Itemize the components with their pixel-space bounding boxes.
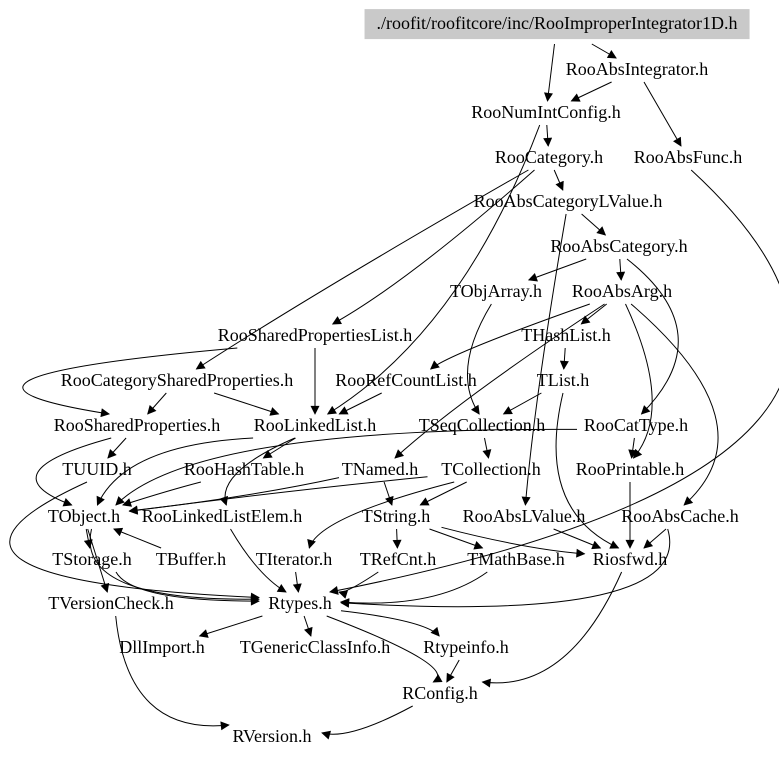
graph-node-RooAbsCategoryLValue[interactable]: RooAbsCategoryLValue.h — [473, 191, 663, 212]
graph-node-RooAbsCache[interactable]: RooAbsCache.h — [621, 506, 739, 527]
graph-node-RooHashTable[interactable]: RooHashTable.h — [183, 459, 305, 480]
graph-node-RooAbsFunc[interactable]: RooAbsFunc.h — [633, 147, 743, 168]
graph-node-TMathBase[interactable]: TMathBase.h — [467, 549, 565, 570]
graph-node-TCollection[interactable]: TCollection.h — [441, 459, 541, 480]
root-node: ./roofit/roofitcore/inc/RooImproperIntegrator1D.h — [365, 9, 750, 39]
graph-node-DllImport[interactable]: DllImport.h — [119, 637, 205, 658]
graph-node-RooAbsArg[interactable]: RooAbsArg.h — [571, 281, 673, 302]
graph-node-TObject[interactable]: TObject.h — [47, 506, 121, 527]
graph-node-TBuffer[interactable]: TBuffer.h — [155, 549, 227, 570]
graph-node-RooLinkedListElem[interactable]: RooLinkedListElem.h — [141, 506, 303, 527]
graph-node-TIterator[interactable]: TIterator.h — [255, 549, 333, 570]
graph-node-TUUID[interactable]: TUUID.h — [62, 459, 132, 480]
graph-node-RooNumIntConfig[interactable]: RooNumIntConfig.h — [471, 102, 621, 123]
graph-node-TGenericClassInfo[interactable]: TGenericClassInfo.h — [239, 637, 391, 658]
graph-node-RVersion[interactable]: RVersion.h — [232, 726, 312, 747]
graph-node-THashList[interactable]: THashList.h — [521, 325, 611, 346]
graph-node-RooPrintable[interactable]: RooPrintable.h — [575, 459, 685, 480]
graph-node-RooCategory[interactable]: RooCategory.h — [494, 147, 604, 168]
graph-node-TStorage[interactable]: TStorage.h — [52, 549, 132, 570]
graph-node-RooSharedProperties[interactable]: RooSharedProperties.h — [53, 415, 221, 436]
graph-node-RConfig[interactable]: RConfig.h — [402, 683, 478, 704]
graph-node-Rtypeinfo[interactable]: Rtypeinfo.h — [423, 637, 509, 658]
graph-node-Rtypes[interactable]: Rtypes.h — [268, 593, 332, 614]
graph-node-RooCategorySharedProperties[interactable]: RooCategorySharedProperties.h — [60, 370, 294, 391]
graph-node-Riosfwd[interactable]: Riosfwd.h — [592, 549, 668, 570]
graph-node-TNamed[interactable]: TNamed.h — [341, 459, 419, 480]
graph-node-RooCatType[interactable]: RooCatType.h — [583, 415, 689, 436]
graph-node-TList[interactable]: TList.h — [536, 370, 590, 391]
graph-node-RooSharedPropertiesList[interactable]: RooSharedPropertiesList.h — [217, 325, 413, 346]
graph-node-TString[interactable]: TString.h — [361, 506, 431, 527]
graph-node-RooLinkedList[interactable]: RooLinkedList.h — [253, 415, 377, 436]
graph-node-RooRefCountList[interactable]: RooRefCountList.h — [335, 370, 477, 391]
graph-node-RooAbsIntegrator[interactable]: RooAbsIntegrator.h — [565, 59, 709, 80]
graph-node-TObjArray[interactable]: TObjArray.h — [450, 281, 542, 302]
graph-node-TSeqCollection[interactable]: TSeqCollection.h — [418, 415, 546, 436]
graph-node-RooAbsLValue[interactable]: RooAbsLValue.h — [462, 506, 586, 527]
graph-node-RooAbsCategory[interactable]: RooAbsCategory.h — [550, 236, 688, 257]
graph-node-TVersionCheck[interactable]: TVersionCheck.h — [48, 593, 174, 614]
graph-node-TRefCnt[interactable]: TRefCnt.h — [359, 549, 437, 570]
